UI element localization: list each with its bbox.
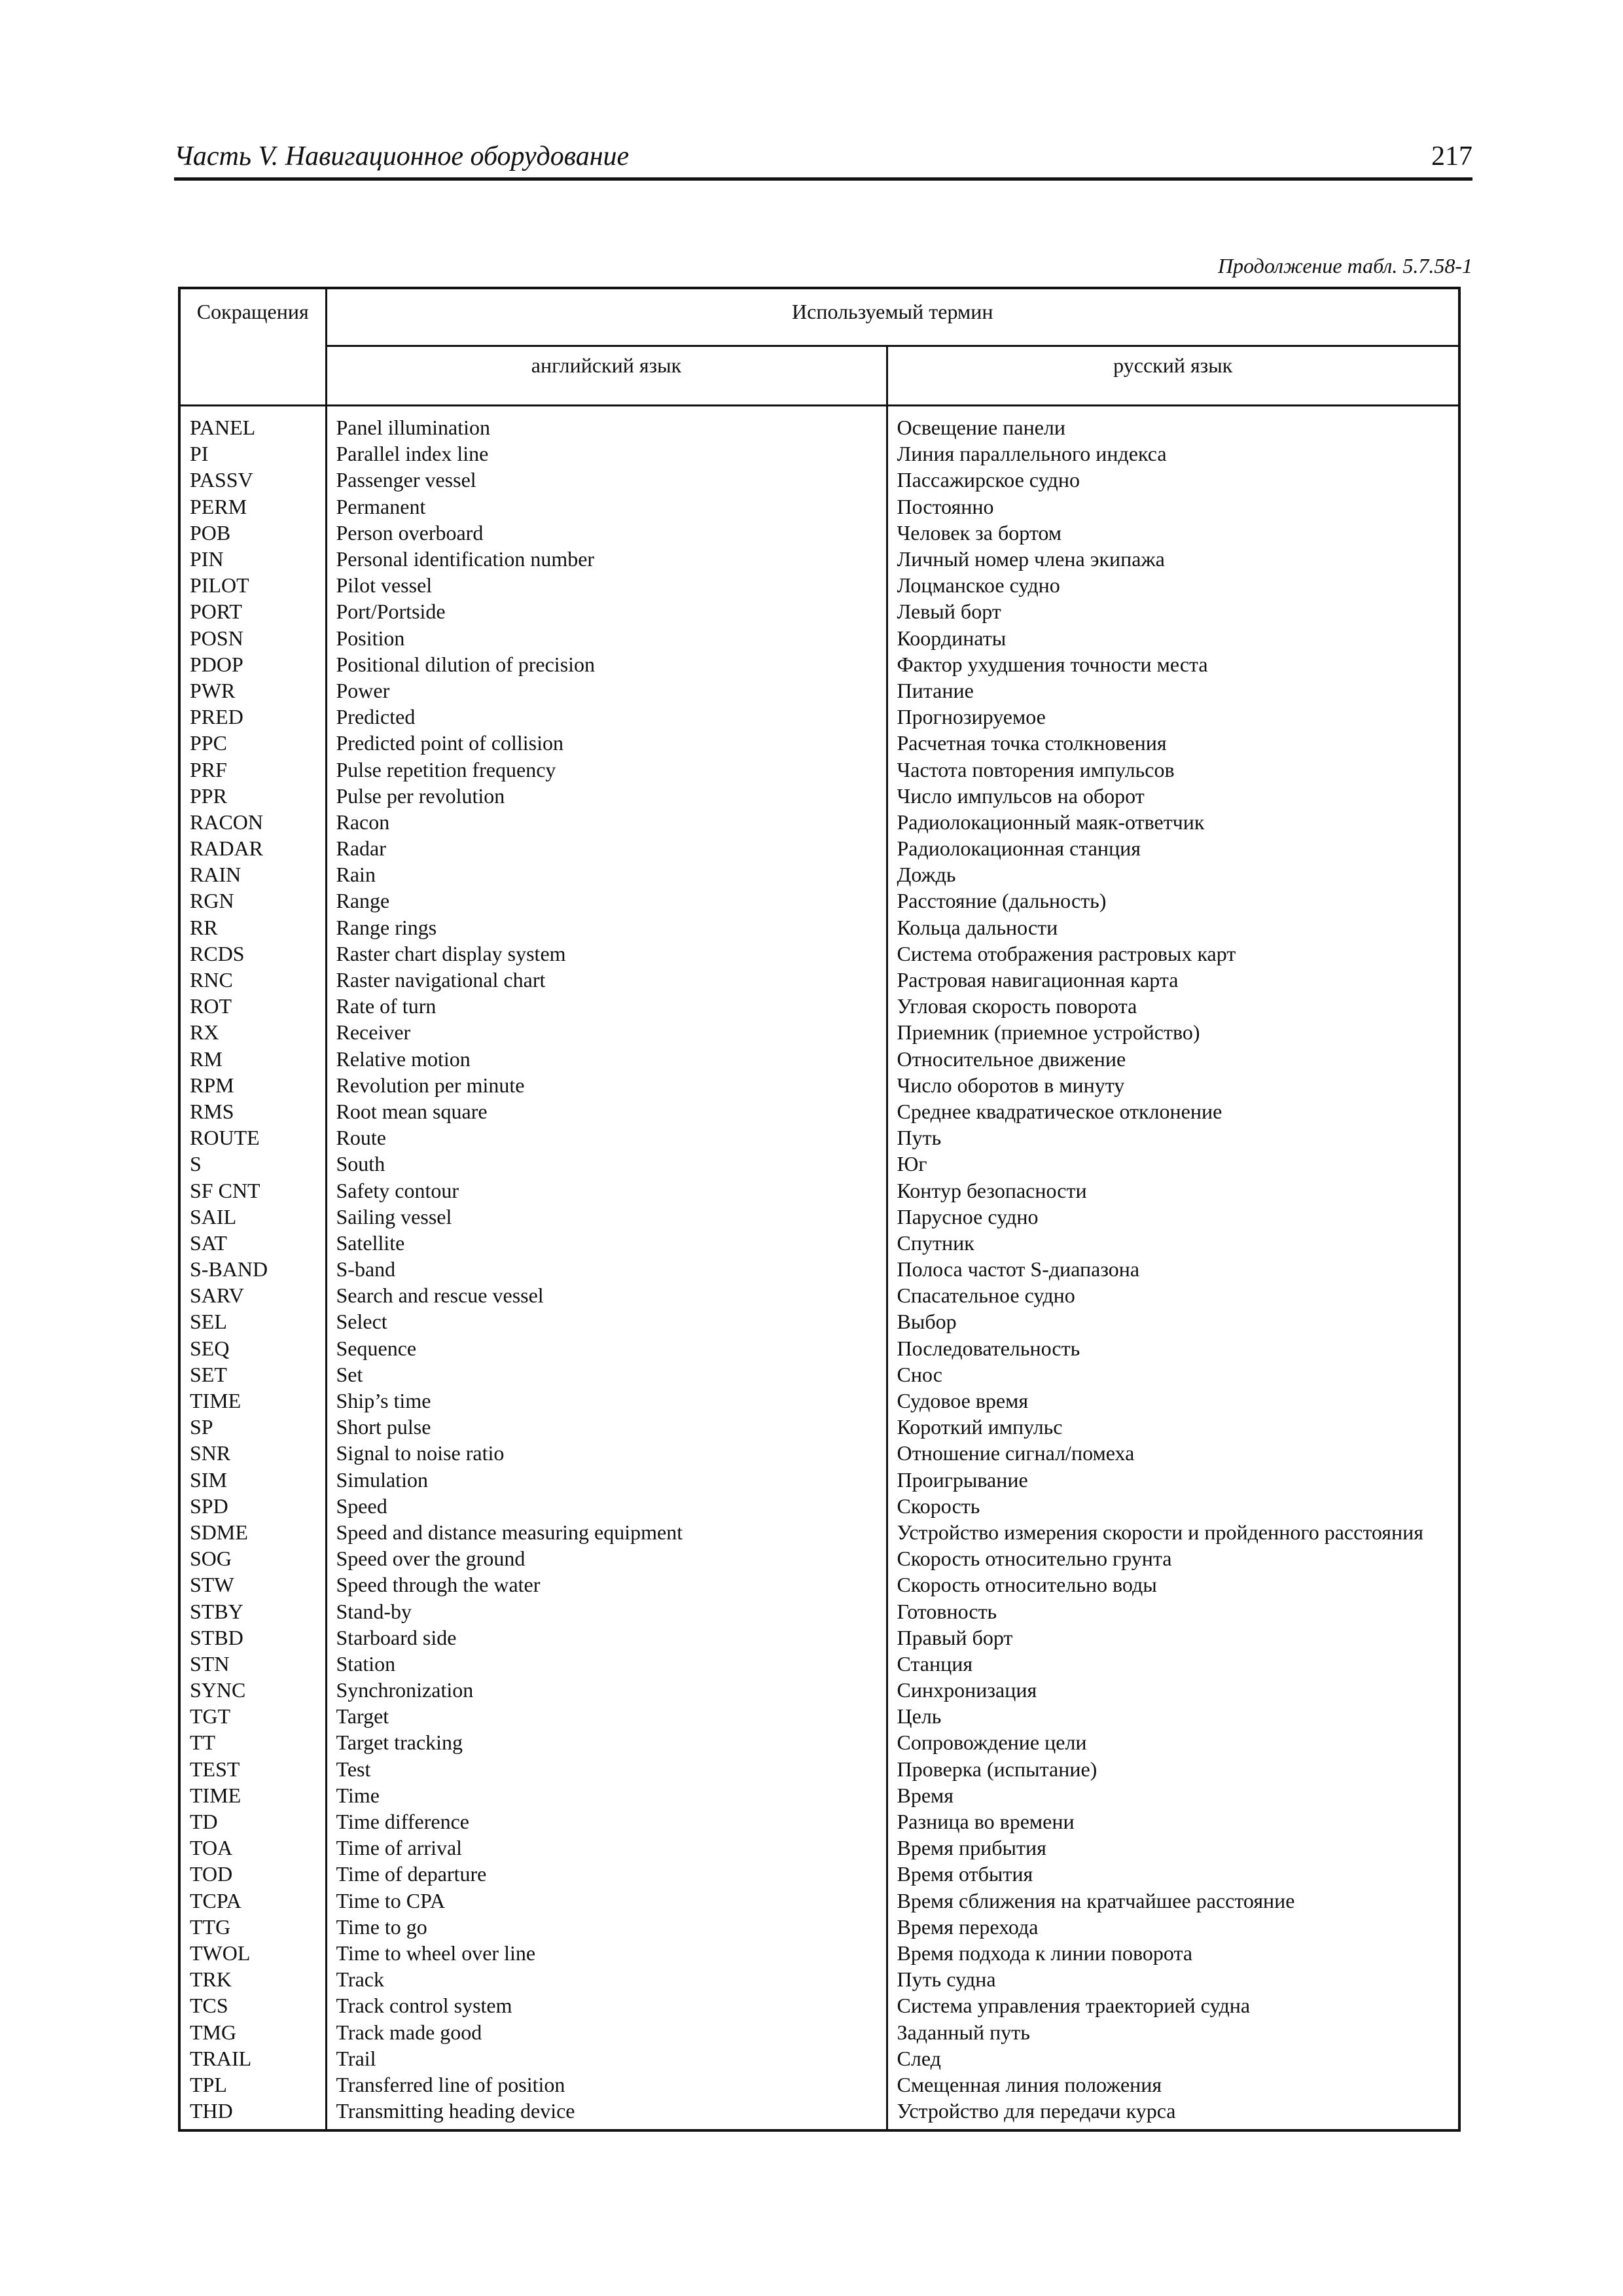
abbreviation-cell: PASSV <box>179 467 326 493</box>
russian-term-cell: Время подхода к линии поворота <box>887 1940 1459 1966</box>
abbreviation-cell: TTG <box>179 1914 326 1940</box>
english-term-cell: Select <box>326 1308 887 1335</box>
russian-term-cell: Путь <box>887 1124 1459 1151</box>
abbreviation-cell: SEQ <box>179 1335 326 1361</box>
russian-term-cell: Сопровождение цели <box>887 1729 1459 1755</box>
header-abbreviations: Сокращения <box>179 288 326 406</box>
abbreviation-cell: TWOL <box>179 1940 326 1966</box>
table-row <box>179 1808 1459 1835</box>
english-term-cell: Receiver <box>326 1019 887 1045</box>
russian-term-cell: Разница во времени <box>887 1808 1459 1835</box>
abbreviation-cell: STW <box>179 1571 326 1598</box>
russian-term-cell: Время сближения на кратчайшее расстояние <box>887 1888 1459 1914</box>
english-term-cell: Personal identification number <box>326 546 887 572</box>
english-term-cell: Speed through the water <box>326 1571 887 1598</box>
russian-term-cell: Система отображения растровых карт <box>887 941 1459 967</box>
abbreviation-cell: RADAR <box>179 835 326 861</box>
russian-term-cell: Смещенная линия положения <box>887 2072 1459 2098</box>
russian-term-cell: Контур безопасности <box>887 1177 1459 1203</box>
table-row <box>179 1835 1459 1861</box>
abbreviation-cell: PERM <box>179 493 326 520</box>
table-row <box>179 835 1459 861</box>
russian-term-cell: Лоцманское судно <box>887 572 1459 598</box>
russian-term-cell: Освещение панели <box>887 406 1459 441</box>
table-row <box>179 704 1459 730</box>
table-row <box>179 888 1459 914</box>
table-row <box>179 1256 1459 1282</box>
abbreviation-cell: S <box>179 1151 326 1177</box>
english-term-cell: Range rings <box>326 914 887 941</box>
abbreviation-cell: TMG <box>179 2018 326 2045</box>
abbreviation-cell: SEL <box>179 1308 326 1335</box>
english-term-cell: Set <box>326 1361 887 1388</box>
english-term-cell: Satellite <box>326 1230 887 1256</box>
russian-term-cell: След <box>887 2045 1459 2072</box>
table-row <box>179 1204 1459 1230</box>
russian-term-cell: Радиолокационный маяк-ответчик <box>887 809 1459 835</box>
russian-term-cell: Приемник (приемное устройство) <box>887 1019 1459 1045</box>
abbreviation-cell: SYNC <box>179 1677 326 1703</box>
abbreviation-cell: STBY <box>179 1598 326 1624</box>
table-row <box>179 914 1459 941</box>
english-term-cell: Test <box>326 1756 887 1782</box>
abbreviation-cell: TIME <box>179 1782 326 1808</box>
table-row <box>179 730 1459 756</box>
abbreviation-cell: PWR <box>179 677 326 704</box>
header-english: английский язык <box>326 346 887 406</box>
table-row <box>179 1914 1459 1940</box>
english-term-cell: Rate of turn <box>326 993 887 1019</box>
table-row <box>179 967 1459 993</box>
abbreviation-cell: STN <box>179 1651 326 1677</box>
table-row <box>179 1124 1459 1151</box>
table-row <box>179 1361 1459 1388</box>
english-term-cell: Radar <box>326 835 887 861</box>
english-term-cell: Station <box>326 1651 887 1677</box>
table-row <box>179 1861 1459 1887</box>
abbreviation-cell: PIN <box>179 546 326 572</box>
abbreviation-cell: PDOP <box>179 651 326 677</box>
russian-term-cell: Координаты <box>887 625 1459 651</box>
table-row <box>179 1888 1459 1914</box>
abbreviation-cell: PPC <box>179 730 326 756</box>
abbreviation-cell: SP <box>179 1414 326 1440</box>
abbreviation-cell: RM <box>179 1046 326 1072</box>
table-row <box>179 1440 1459 1466</box>
english-term-cell: Ship’s time <box>326 1388 887 1414</box>
russian-term-cell: Короткий импульс <box>887 1414 1459 1440</box>
english-term-cell: Rain <box>326 861 887 888</box>
english-term-cell: Raster navigational chart <box>326 967 887 993</box>
table-row <box>179 1624 1459 1651</box>
table-row <box>179 677 1459 704</box>
abbreviation-cell: SPD <box>179 1493 326 1519</box>
russian-term-cell: Путь судна <box>887 1966 1459 1992</box>
english-term-cell: Transferred line of position <box>326 2072 887 2098</box>
russian-term-cell: Правый борт <box>887 1624 1459 1651</box>
russian-term-cell: Число импульсов на оборот <box>887 783 1459 809</box>
abbreviation-cell: TGT <box>179 1703 326 1729</box>
russian-term-cell: Угловая скорость поворота <box>887 993 1459 1019</box>
english-term-cell: Signal to noise ratio <box>326 1440 887 1466</box>
abbreviation-cell: PRED <box>179 704 326 730</box>
table-row <box>179 1282 1459 1308</box>
table-row <box>179 598 1459 624</box>
english-term-cell: Pilot vessel <box>326 572 887 598</box>
table-row <box>179 993 1459 1019</box>
english-term-cell: Position <box>326 625 887 651</box>
abbreviation-cell: PI <box>179 440 326 467</box>
abbreviation-cell: SOG <box>179 1545 326 1571</box>
russian-term-cell: Скорость относительно воды <box>887 1571 1459 1598</box>
table-row <box>179 546 1459 572</box>
table-row <box>179 1545 1459 1571</box>
table-row <box>179 1782 1459 1808</box>
table-row <box>179 1072 1459 1098</box>
table-row <box>179 861 1459 888</box>
russian-term-cell: Отношение сигнал/помеха <box>887 1440 1459 1466</box>
russian-term-cell: Левый борт <box>887 598 1459 624</box>
table-row <box>179 1308 1459 1335</box>
abbreviation-cell: ROT <box>179 993 326 1019</box>
table-row <box>179 2018 1459 2045</box>
russian-term-cell: Дождь <box>887 861 1459 888</box>
english-term-cell: Panel illumination <box>326 406 887 441</box>
english-term-cell: Safety contour <box>326 1177 887 1203</box>
abbreviation-cell: PANEL <box>179 406 326 441</box>
russian-term-cell: Устройство измерения скорости и пройденного расстояния <box>887 1519 1459 1545</box>
english-term-cell: Target tracking <box>326 1729 887 1755</box>
russian-term-cell: Расстояние (дальность) <box>887 888 1459 914</box>
abbreviation-cell: TPL <box>179 2072 326 2098</box>
table-row <box>179 941 1459 967</box>
table-body <box>179 406 1459 2131</box>
russian-term-cell: Судовое время <box>887 1388 1459 1414</box>
abbreviation-cell: SNR <box>179 1440 326 1466</box>
table-row <box>179 1651 1459 1677</box>
english-term-cell: Time to wheel over line <box>326 1940 887 1966</box>
russian-term-cell: Спутник <box>887 1230 1459 1256</box>
english-term-cell: Sailing vessel <box>326 1204 887 1230</box>
table-row <box>179 1940 1459 1966</box>
english-term-cell: Speed <box>326 1493 887 1519</box>
abbreviation-cell: SF CNT <box>179 1177 326 1203</box>
abbreviation-cell: RR <box>179 914 326 941</box>
english-term-cell: Predicted point of collision <box>326 730 887 756</box>
russian-term-cell: Проверка (испытание) <box>887 1756 1459 1782</box>
table-row <box>179 2072 1459 2098</box>
english-term-cell: Positional dilution of precision <box>326 651 887 677</box>
table-row <box>179 1756 1459 1782</box>
table-row <box>179 520 1459 546</box>
english-term-cell: Transmitting heading device <box>326 2098 887 2130</box>
russian-term-cell: Постоянно <box>887 493 1459 520</box>
english-term-cell: Track made good <box>326 2018 887 2045</box>
russian-term-cell: Расчетная точка столкновения <box>887 730 1459 756</box>
english-term-cell: Time to CPA <box>326 1888 887 1914</box>
table-row <box>179 783 1459 809</box>
abbreviation-cell: RAIN <box>179 861 326 888</box>
russian-term-cell: Снос <box>887 1361 1459 1388</box>
russian-term-cell: Питание <box>887 677 1459 704</box>
russian-term-cell: Прогнозируемое <box>887 704 1459 730</box>
english-term-cell: Permanent <box>326 493 887 520</box>
abbreviation-cell: THD <box>179 2098 326 2130</box>
russian-term-cell: Время перехода <box>887 1914 1459 1940</box>
russian-term-cell: Радиолокационная станция <box>887 835 1459 861</box>
abbreviation-cell: SAT <box>179 1230 326 1256</box>
abbreviation-cell: RPM <box>179 1072 326 1098</box>
table-row <box>179 1703 1459 1729</box>
russian-term-cell: Проигрывание <box>887 1467 1459 1493</box>
russian-term-cell: Скорость <box>887 1493 1459 1519</box>
abbreviation-cell: SDME <box>179 1519 326 1545</box>
table-row <box>179 1571 1459 1598</box>
table-row <box>179 1046 1459 1072</box>
abbreviation-cell: PPR <box>179 783 326 809</box>
russian-term-cell: Спасательное судно <box>887 1282 1459 1308</box>
table-row <box>179 1992 1459 2018</box>
page-header <box>174 143 1472 181</box>
russian-term-cell: Растровая навигационная карта <box>887 967 1459 993</box>
table-row <box>179 1019 1459 1045</box>
english-term-cell: South <box>326 1151 887 1177</box>
table-row <box>179 1388 1459 1414</box>
english-term-cell: Time difference <box>326 1808 887 1835</box>
russian-term-cell: Относительное движение <box>887 1046 1459 1072</box>
abbreviation-cell: RACON <box>179 809 326 835</box>
english-term-cell: Time of arrival <box>326 1835 887 1861</box>
abbreviation-cell: RGN <box>179 888 326 914</box>
page-number: 217 <box>1431 141 1472 171</box>
abbreviation-cell: SAIL <box>179 1204 326 1230</box>
russian-term-cell: Парусное судно <box>887 1204 1459 1230</box>
russian-term-cell: Время отбытия <box>887 1861 1459 1887</box>
table-row <box>179 1966 1459 1992</box>
english-term-cell: Person overboard <box>326 520 887 546</box>
english-term-cell: Passenger vessel <box>326 467 887 493</box>
table-row <box>179 1098 1459 1124</box>
table-row <box>179 2045 1459 2072</box>
russian-term-cell: Время прибытия <box>887 1835 1459 1861</box>
english-term-cell: Time of departure <box>326 1861 887 1887</box>
english-term-cell: Racon <box>326 809 887 835</box>
abbreviation-cell: POB <box>179 520 326 546</box>
russian-term-cell: Устройство для передачи курса <box>887 2098 1459 2130</box>
abbreviation-cell: TEST <box>179 1756 326 1782</box>
table-row <box>179 1414 1459 1440</box>
english-term-cell: S-band <box>326 1256 887 1282</box>
english-term-cell: Raster chart display system <box>326 941 887 967</box>
abbreviation-cell: PORT <box>179 598 326 624</box>
russian-term-cell: Фактор ухудшения точности места <box>887 651 1459 677</box>
table-row <box>179 572 1459 598</box>
english-term-cell: Parallel index line <box>326 440 887 467</box>
table-row <box>179 1151 1459 1177</box>
table-continuation-label: Продолжение табл. 5.7.58-1 <box>1217 254 1472 278</box>
table-row <box>179 1598 1459 1624</box>
english-term-cell: Stand-by <box>326 1598 887 1624</box>
table-row <box>179 1729 1459 1755</box>
english-term-cell: Trail <box>326 2045 887 2072</box>
abbreviation-cell: PILOT <box>179 572 326 598</box>
russian-term-cell: Кольца дальности <box>887 914 1459 941</box>
english-term-cell: Time to go <box>326 1914 887 1940</box>
table-row <box>179 440 1459 467</box>
english-term-cell: Pulse repetition frequency <box>326 756 887 782</box>
abbreviation-cell: S-BAND <box>179 1256 326 1282</box>
russian-term-cell: Личный номер члена экипажа <box>887 546 1459 572</box>
abbreviation-cell: TD <box>179 1808 326 1835</box>
russian-term-cell: Готовность <box>887 1598 1459 1624</box>
russian-term-cell: Среднее квадратическое отклонение <box>887 1098 1459 1124</box>
english-term-cell: Search and rescue vessel <box>326 1282 887 1308</box>
abbreviation-cell: RX <box>179 1019 326 1045</box>
russian-term-cell: Пассажирское судно <box>887 467 1459 493</box>
abbreviation-cell: TRAIL <box>179 2045 326 2072</box>
abbreviation-cell: POSN <box>179 625 326 651</box>
abbreviation-cell: TRK <box>179 1966 326 1992</box>
table-row <box>179 493 1459 520</box>
abbreviation-cell: SET <box>179 1361 326 1388</box>
table-row <box>179 1493 1459 1519</box>
abbreviation-cell: TOD <box>179 1861 326 1887</box>
russian-term-cell: Выбор <box>887 1308 1459 1335</box>
section-title: Часть V. Навигационное оборудование <box>174 141 630 171</box>
abbreviation-cell: SARV <box>179 1282 326 1308</box>
russian-term-cell: Число оборотов в минуту <box>887 1072 1459 1098</box>
abbreviation-cell: SIM <box>179 1467 326 1493</box>
table-row <box>179 1335 1459 1361</box>
english-term-cell: Track <box>326 1966 887 1992</box>
russian-term-cell: Время <box>887 1782 1459 1808</box>
abbreviation-cell: RCDS <box>179 941 326 967</box>
russian-term-cell: Скорость относительно грунта <box>887 1545 1459 1571</box>
russian-term-cell: Человек за бортом <box>887 520 1459 546</box>
english-term-cell: Relative motion <box>326 1046 887 1072</box>
russian-term-cell: Юг <box>887 1151 1459 1177</box>
english-term-cell: Revolution per minute <box>326 1072 887 1098</box>
english-term-cell: Power <box>326 677 887 704</box>
abbreviation-cell: TCPA <box>179 1888 326 1914</box>
english-term-cell: Track control system <box>326 1992 887 2018</box>
table-row <box>179 1467 1459 1493</box>
russian-term-cell: Частота повторения импульсов <box>887 756 1459 782</box>
english-term-cell: Synchronization <box>326 1677 887 1703</box>
english-term-cell: Pulse per revolution <box>326 783 887 809</box>
abbreviation-cell: TIME <box>179 1388 326 1414</box>
russian-term-cell: Станция <box>887 1651 1459 1677</box>
table-row <box>179 1230 1459 1256</box>
table-row <box>179 625 1459 651</box>
english-term-cell: Predicted <box>326 704 887 730</box>
header-russian: русский язык <box>887 346 1459 406</box>
table-row <box>179 1177 1459 1203</box>
english-term-cell: Speed over the ground <box>326 1545 887 1571</box>
russian-term-cell: Система управления траекторией судна <box>887 1992 1459 2018</box>
abbreviation-cell: RMS <box>179 1098 326 1124</box>
english-term-cell: Simulation <box>326 1467 887 1493</box>
english-term-cell: Time <box>326 1782 887 1808</box>
abbreviations-table <box>178 287 1461 2132</box>
table-row <box>179 1677 1459 1703</box>
russian-term-cell: Линия параллельного индекса <box>887 440 1459 467</box>
russian-term-cell: Полоса частот S-диапазона <box>887 1256 1459 1282</box>
russian-term-cell: Цель <box>887 1703 1459 1729</box>
russian-term-cell: Последовательность <box>887 1335 1459 1361</box>
english-term-cell: Short pulse <box>326 1414 887 1440</box>
table-row <box>179 2098 1459 2130</box>
abbreviation-cell: TCS <box>179 1992 326 2018</box>
abbreviation-cell: ROUTE <box>179 1124 326 1151</box>
header-term-group: Используемый термин <box>326 288 1459 346</box>
english-term-cell: Range <box>326 888 887 914</box>
russian-term-cell: Синхронизация <box>887 1677 1459 1703</box>
abbreviation-cell: TOA <box>179 1835 326 1861</box>
table-row <box>179 809 1459 835</box>
russian-term-cell: Заданный путь <box>887 2018 1459 2045</box>
english-term-cell: Speed and distance measuring equipment <box>326 1519 887 1545</box>
english-term-cell: Starboard side <box>326 1624 887 1651</box>
english-term-cell: Target <box>326 1703 887 1729</box>
english-term-cell: Route <box>326 1124 887 1151</box>
table-row <box>179 1519 1459 1545</box>
english-term-cell: Root mean square <box>326 1098 887 1124</box>
abbreviation-cell: PRF <box>179 756 326 782</box>
abbreviation-cell: STBD <box>179 1624 326 1651</box>
table-row <box>179 756 1459 782</box>
abbreviation-cell: RNC <box>179 967 326 993</box>
english-term-cell: Port/Portside <box>326 598 887 624</box>
abbreviation-cell: TT <box>179 1729 326 1755</box>
english-term-cell: Sequence <box>326 1335 887 1361</box>
table-row <box>179 467 1459 493</box>
table-row <box>179 406 1459 441</box>
table-row <box>179 651 1459 677</box>
